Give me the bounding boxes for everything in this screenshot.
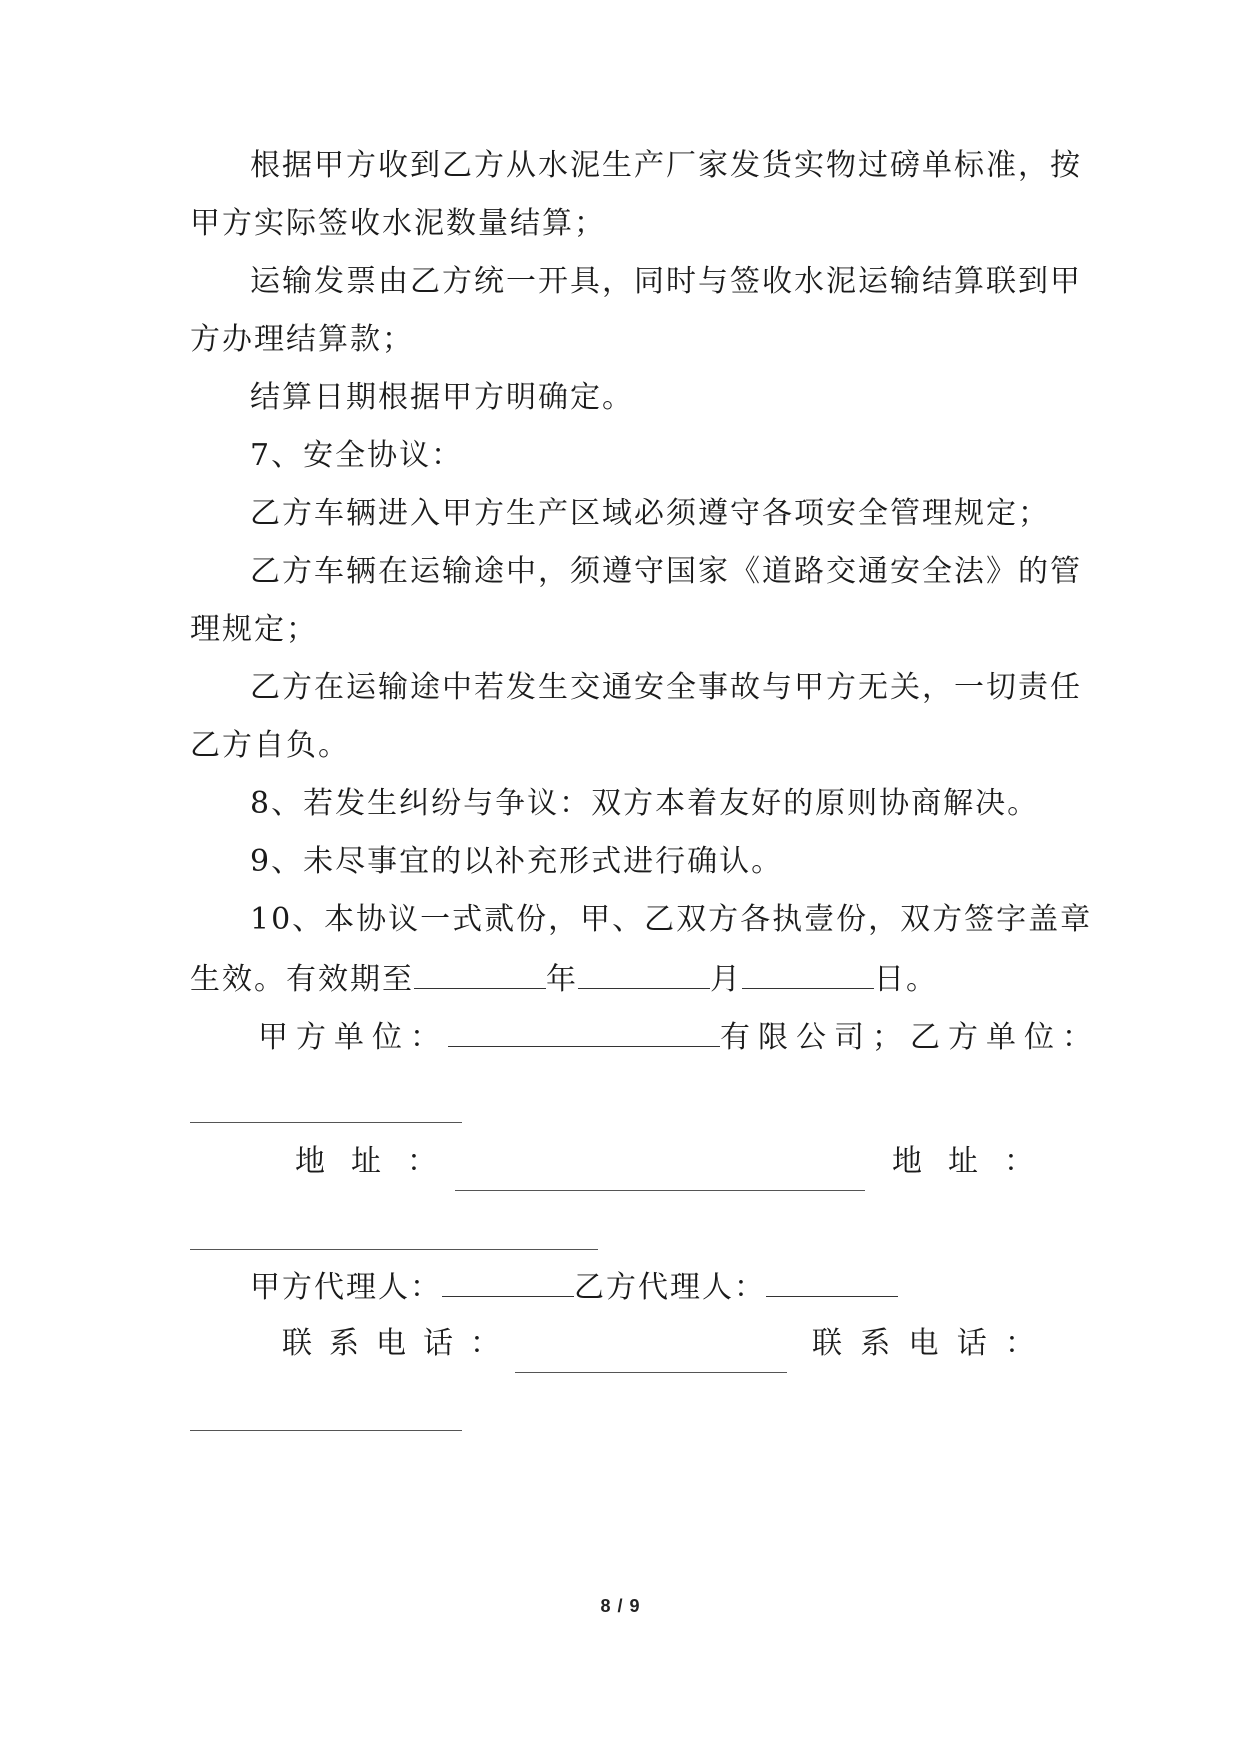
month-blank	[578, 958, 710, 989]
party-a-unit-label: 甲方单位：	[258, 1020, 448, 1055]
phone-label-a: 联系电话：	[282, 1326, 517, 1361]
section-heading: 9、未尽事宜的以补充形式进行确认。	[250, 844, 784, 879]
month-label: 月	[710, 962, 742, 997]
paragraph-line: 乙方自负。	[190, 728, 350, 763]
party-b-agent-label: 乙方代理人：	[574, 1270, 766, 1305]
year-label: 年	[546, 962, 578, 997]
section-heading: 8、若发生纠纷与争议：双方本着友好的原则协商解决。	[250, 786, 1040, 821]
section-heading: 10、本协议一式贰份，甲、乙双方各执壹份，双方签字盖章	[250, 902, 1093, 937]
party-a-agent-blank	[442, 1266, 574, 1297]
phone-label-b: 联系电话：	[812, 1326, 1052, 1361]
address-b-blank	[190, 1249, 598, 1250]
party-b-agent-blank	[766, 1266, 898, 1297]
paragraph-line: 运输发票由乙方统一开具，同时与签收水泥运输结算联到甲	[250, 264, 1082, 299]
validity-prefix: 生效。有效期至	[190, 962, 414, 997]
address-a-blank	[455, 1190, 865, 1191]
validity-line	[190, 958, 1060, 1000]
section-heading: 7、安全协议：	[250, 438, 464, 473]
day-label: 日。	[874, 962, 938, 997]
paragraph-line: 乙方在运输途中若发生交通安全事故与甲方无关，一切责任	[250, 670, 1082, 705]
address-label-a: 地址：	[295, 1144, 463, 1179]
day-blank	[742, 958, 874, 989]
agent-line	[250, 1266, 1060, 1308]
page-indicator: 8 / 9	[600, 1596, 641, 1616]
phone-a-blank	[515, 1372, 787, 1373]
party-unit-line	[258, 1016, 1100, 1058]
paragraph-line: 方办理结算款；	[190, 322, 414, 357]
paragraph-line: 乙方车辆进入甲方生产区域必须遵守各项安全管理规定；	[250, 496, 1050, 531]
paragraph-line: 根据甲方收到乙方从水泥生产厂家发货实物过磅单标准，按	[250, 148, 1082, 183]
paragraph-line: 乙方车辆在运输途中，须遵守国家《道路交通安全法》的管	[250, 554, 1082, 589]
phone-b-blank	[190, 1430, 462, 1431]
party-a-unit-suffix: 有限公司；乙方单位：	[720, 1020, 1100, 1055]
party-a-agent-label: 甲方代理人：	[250, 1270, 442, 1305]
paragraph-line: 理规定；	[190, 612, 318, 647]
year-blank	[414, 958, 546, 989]
party-b-unit-blank	[190, 1122, 462, 1123]
paragraph-line: 结算日期根据甲方明确定。	[250, 380, 634, 415]
address-label-b: 地址：	[892, 1144, 1060, 1179]
party-a-unit-blank	[448, 1016, 720, 1047]
paragraph-line: 甲方实际签收水泥数量结算；	[190, 206, 606, 241]
